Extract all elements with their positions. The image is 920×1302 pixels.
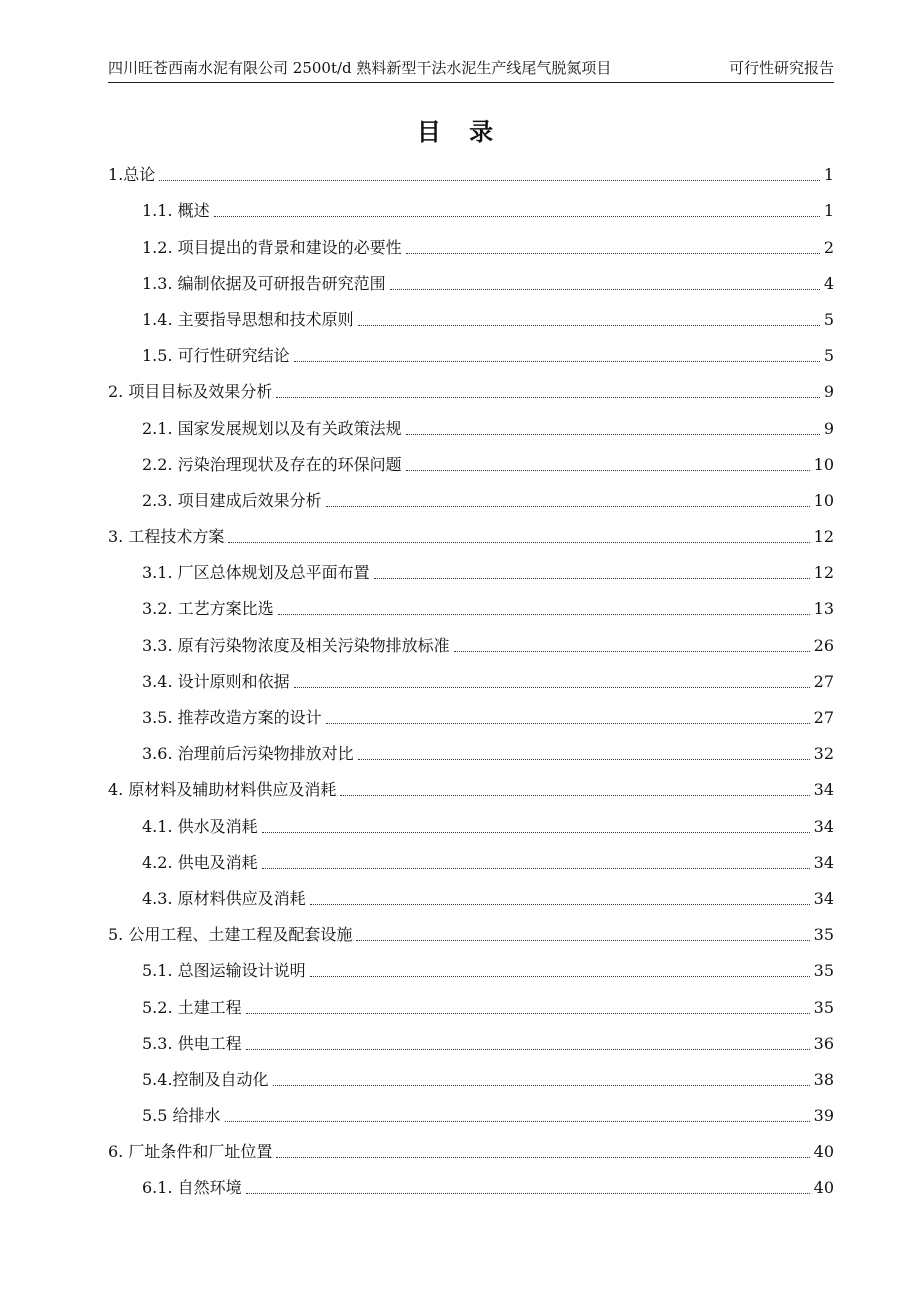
- toc-section-entry[interactable]: [108, 299, 834, 335]
- toc-entry-label: 5. 公用工程、土建工程及配套设施: [108, 925, 353, 945]
- toc-entry-label: 5.5 给排水: [142, 1106, 221, 1126]
- toc-entry-label: 1.5. 可行性研究结论: [142, 346, 290, 366]
- toc-section-entry[interactable]: [108, 588, 834, 624]
- toc-dot-leader: [262, 867, 810, 869]
- toc-page-number: 27: [813, 671, 834, 691]
- toc-section-entry[interactable]: [108, 552, 834, 588]
- toc-entry-label: 4. 原材料及辅助材料供应及消耗: [108, 780, 337, 800]
- toc-dot-leader: [246, 1048, 810, 1050]
- toc-section-entry[interactable]: [108, 407, 834, 443]
- page-header: [108, 58, 834, 83]
- toc-entry-label: 2. 项目目标及效果分析: [108, 382, 273, 402]
- toc-entry-label: 3.4. 设计原则和依据: [142, 671, 290, 691]
- toc-page-number: 5: [823, 346, 834, 366]
- toc-entry-label: 6. 厂址条件和厂址位置: [108, 1142, 273, 1162]
- toc-page-number: 32: [813, 744, 834, 764]
- toc-entry-label: 1.1. 概述: [142, 201, 210, 221]
- toc-entry-label: 3.1. 厂区总体规划及总平面布置: [142, 563, 370, 583]
- toc-chapter-entry[interactable]: [108, 371, 834, 407]
- toc-dot-leader: [246, 1012, 810, 1014]
- toc-dot-leader: [294, 360, 820, 362]
- toc-section-entry[interactable]: [108, 1095, 834, 1131]
- toc-dot-leader: [374, 577, 810, 579]
- toc-page-number: 10: [813, 454, 834, 474]
- toc-section-entry[interactable]: [108, 226, 834, 262]
- toc-dot-leader: [159, 179, 820, 181]
- toc-dot-leader: [278, 613, 810, 615]
- toc-dot-leader: [390, 288, 820, 290]
- toc-section-entry[interactable]: [108, 805, 834, 841]
- toc-dot-leader: [406, 469, 810, 471]
- toc-dot-leader: [326, 722, 810, 724]
- toc-page-number: 35: [813, 925, 834, 945]
- toc-entry-label: 5.2. 土建工程: [142, 997, 242, 1017]
- toc-chapter-entry[interactable]: [108, 516, 834, 552]
- toc-dot-leader: [454, 650, 810, 652]
- toc-page-number: 2: [823, 237, 834, 257]
- toc-chapter-entry[interactable]: [108, 769, 834, 805]
- toc-entry-label: 3.5. 推荐改造方案的设计: [142, 708, 322, 727]
- toc-dot-leader: [310, 975, 810, 977]
- toc-chapter-entry[interactable]: [108, 914, 834, 950]
- toc-entry-label: 5.4.控制及自动化: [142, 1069, 269, 1089]
- toc-dot-leader: [406, 252, 820, 254]
- toc-section-entry[interactable]: [108, 1059, 834, 1095]
- toc-section-entry[interactable]: [108, 480, 834, 516]
- table-of-contents: [108, 154, 834, 1203]
- header-project-title: 四川旺苍西南水泥有限公司 2500t/d 熟料新型干法水泥生产线尾气脱氮项目: [108, 59, 612, 77]
- toc-dot-leader: [294, 686, 810, 688]
- toc-page-number: 1: [823, 201, 834, 221]
- toc-page-number: 26: [813, 635, 834, 655]
- toc-entry-label: 1.3. 编制依据及可研报告研究范围: [142, 273, 386, 293]
- toc-section-entry[interactable]: [108, 1167, 834, 1203]
- toc-page-number: 4: [823, 273, 834, 293]
- toc-entry-label: 4.2. 供电及消耗: [142, 852, 258, 872]
- toc-entry-label: 3.6. 治理前后污染物排放对比: [142, 744, 354, 764]
- toc-section-entry[interactable]: [108, 661, 834, 697]
- toc-dot-leader: [276, 396, 819, 398]
- toc-dot-leader: [262, 831, 810, 833]
- toc-entry-label: 2.1. 国家发展规划以及有关政策法规: [142, 418, 402, 438]
- toc-page-number: 36: [813, 1033, 834, 1053]
- toc-page-number: 13: [813, 599, 834, 619]
- toc-section-entry[interactable]: [108, 697, 834, 733]
- toc-page-number: 39: [813, 1106, 834, 1126]
- toc-page-number: 38: [813, 1069, 834, 1089]
- toc-section-entry[interactable]: [108, 878, 834, 914]
- toc-page-number: 40: [813, 1178, 834, 1198]
- toc-entry-label: 5.1. 总图运输设计说明: [142, 961, 306, 981]
- toc-dot-leader: [276, 1156, 809, 1158]
- toc-dot-leader: [326, 505, 810, 507]
- toc-entry-label: 3.3. 原有污染物浓度及相关污染物排放标准: [142, 635, 450, 655]
- toc-dot-leader: [228, 541, 809, 543]
- toc-dot-leader: [356, 939, 809, 941]
- toc-dot-leader: [273, 1084, 810, 1086]
- toc-page-number: 40: [813, 1142, 834, 1162]
- toc-page-number: 12: [813, 527, 834, 547]
- toc-section-entry[interactable]: [108, 950, 834, 986]
- toc-entry-label: 4.3. 原材料供应及消耗: [142, 888, 306, 908]
- toc-entry-label: 3.2. 工艺方案比选: [142, 599, 274, 619]
- toc-title: 目 录: [416, 117, 504, 146]
- toc-entry-label: 1.总论: [108, 165, 156, 185]
- toc-section-entry[interactable]: [108, 190, 834, 226]
- toc-dot-leader: [246, 1192, 810, 1194]
- toc-page-number: 34: [813, 780, 834, 800]
- toc-page-number: 1: [823, 165, 834, 185]
- toc-dot-leader: [340, 794, 809, 796]
- toc-page-number: 10: [813, 490, 834, 510]
- toc-page-number: 34: [813, 816, 834, 836]
- toc-dot-leader: [406, 433, 820, 435]
- toc-dot-leader: [225, 1120, 810, 1122]
- toc-section-entry[interactable]: [108, 986, 834, 1022]
- toc-entry-label: 2.3. 项目建成后效果分析: [142, 490, 322, 510]
- toc-page-number: 35: [813, 961, 834, 981]
- toc-section-entry[interactable]: [108, 1023, 834, 1059]
- toc-page-number: 9: [823, 418, 834, 438]
- toc-entry-label: 2.2. 污染治理现状及存在的环保问题: [142, 454, 402, 474]
- toc-page-number: 27: [813, 708, 834, 727]
- toc-page-number: 5: [823, 309, 834, 329]
- toc-chapter-entry[interactable]: [108, 1131, 834, 1167]
- toc-entry-label: 3. 工程技术方案: [108, 527, 225, 547]
- toc-page-number: 9: [823, 382, 834, 402]
- toc-dot-leader: [310, 903, 810, 905]
- toc-dot-leader: [214, 215, 820, 217]
- toc-entry-label: 4.1. 供水及消耗: [142, 816, 258, 836]
- toc-section-entry[interactable]: [108, 263, 834, 299]
- toc-section-entry[interactable]: [108, 335, 834, 371]
- toc-entry-label: 6.1. 自然环境: [142, 1178, 242, 1198]
- toc-dot-leader: [358, 324, 820, 326]
- toc-entry-label: 1.4. 主要指导思想和技术原则: [142, 309, 354, 329]
- toc-dot-leader: [358, 758, 810, 760]
- toc-page-number: 34: [813, 888, 834, 908]
- toc-entry-label: 1.2. 项目提出的背景和建设的必要性: [142, 237, 402, 257]
- toc-entry-label: 5.3. 供电工程: [142, 1033, 242, 1053]
- toc-chapter-entry[interactable]: [108, 154, 834, 190]
- toc-page-number: 12: [813, 563, 834, 583]
- toc-section-entry[interactable]: [108, 624, 834, 660]
- toc-page-number: 35: [813, 997, 834, 1017]
- toc-section-entry[interactable]: [108, 842, 834, 878]
- toc-section-entry[interactable]: [108, 733, 834, 769]
- header-report-type: 可行性研究报告: [728, 59, 834, 77]
- toc-section-entry[interactable]: [108, 444, 834, 480]
- toc-page-number: 34: [813, 852, 834, 872]
